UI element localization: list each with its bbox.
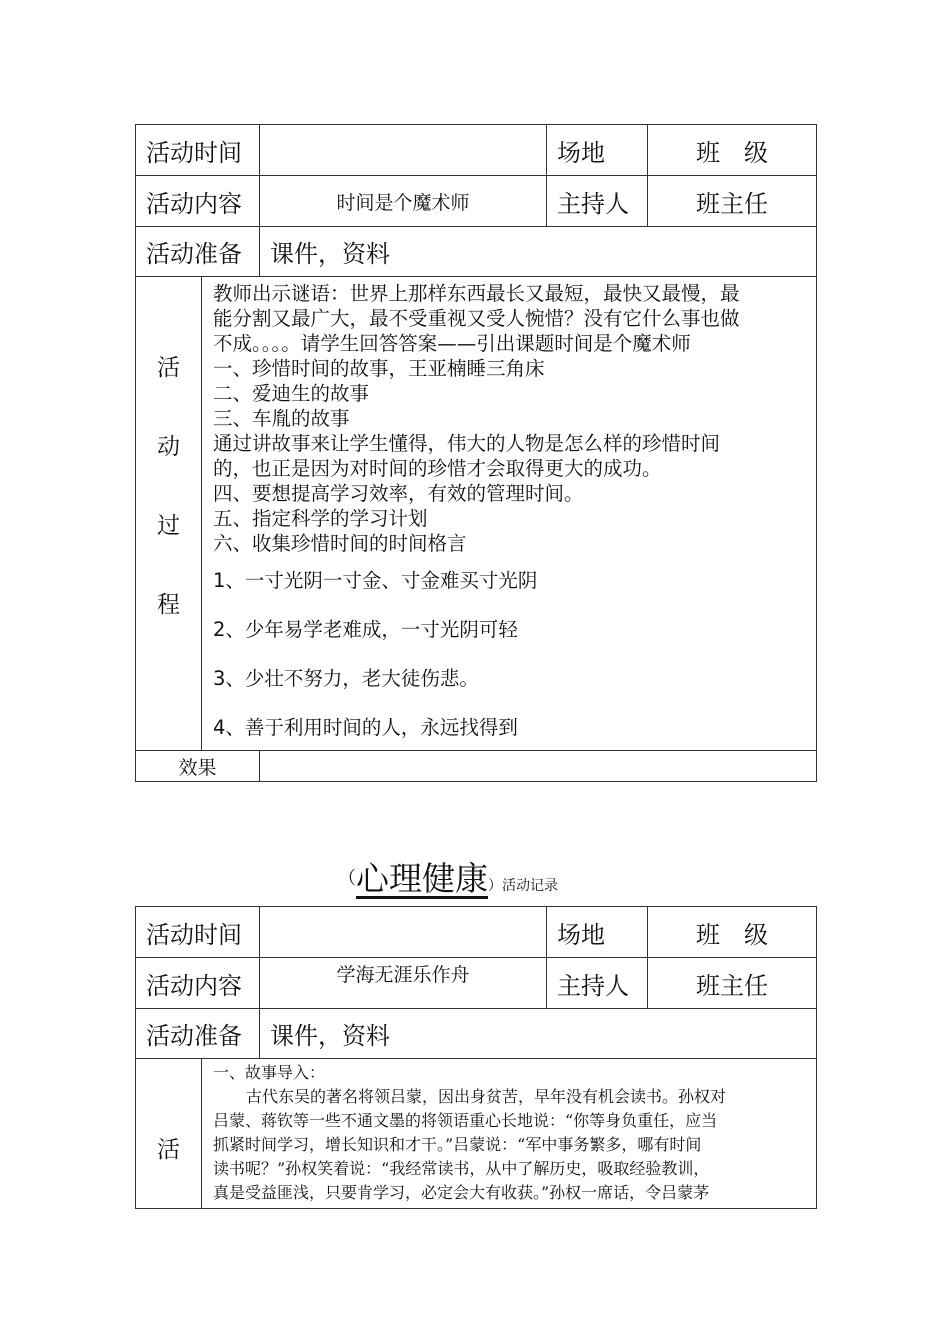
preparation-label: 活动准备 <box>136 1009 260 1059</box>
process-line: 四、要想提高学习效率，有效的管理时间。 <box>213 482 584 505</box>
preparation-value: 课件，资料 <box>260 227 817 277</box>
process-label-char: 程 <box>157 592 180 618</box>
heading-suffix: 活动记录 <box>502 878 558 894</box>
motto-item: 4、善于利用时间的人，永远找得到 <box>213 716 518 739</box>
content-label: 活动内容 <box>136 958 260 1009</box>
heading-open-paren: （ <box>338 868 356 889</box>
process-content <box>202 277 817 751</box>
venue-label: 场地 <box>547 907 648 958</box>
process-line: 能分割又最广大，最不受重视又受人惋惜？没有它什么事也做 <box>213 307 740 330</box>
story-line: 古代东吴的著名将领吕蒙，因出身贫苦，早年没有机会读书。孙权对 <box>246 1087 727 1106</box>
process-label-char: 过 <box>157 513 180 539</box>
story-line: 吕蒙、蒋钦等一些不通文墨的将领语重心长地说：“你等身负重任，应当 <box>213 1111 718 1130</box>
time-label: 活动时间 <box>136 125 260 176</box>
motto-item: 3、少壮不努力，老大徒伤悲。 <box>213 667 479 690</box>
process-label-char: 活 <box>157 1137 180 1163</box>
process-line: 六、收集珍惜时间的时间格言 <box>213 532 467 555</box>
heading-close-paren: ） <box>488 878 502 894</box>
process-line: 一、珍惜时间的故事，王亚楠睡三角床 <box>213 357 545 380</box>
time-label: 活动时间 <box>136 907 260 958</box>
story-line: 读书呢？”孙权笑着说：“我经常读书，从中了解历史，吸取经验教训， <box>213 1159 710 1178</box>
venue-label: 场地 <box>547 125 648 176</box>
motto-item: 1、一寸光阴一寸金、寸金难买寸光阴 <box>213 569 538 592</box>
process-line: 教师出示谜语：世界上那样东西最长又最短，最快又最慢，最 <box>213 282 740 305</box>
process-line: 三、车胤的故事 <box>213 407 350 430</box>
venue-value: 班 级 <box>648 125 817 176</box>
process-line: 的，也正是因为对时间的珍惜才会取得更大的成功。 <box>213 457 662 480</box>
host-value: 班主任 <box>648 176 817 227</box>
content-value: 时间是个魔术师 <box>260 176 547 227</box>
host-label: 主持人 <box>547 958 648 1009</box>
motto-item: 2、少年易学老难成，一寸光阴可轻 <box>213 618 518 641</box>
host-value: 班主任 <box>648 958 817 1009</box>
process-line: 二、爱迪生的故事 <box>213 382 370 405</box>
story-line: 抓紧时间学习，增长知识和才干。”吕蒙说：“军中事务繁多，哪有时间 <box>213 1135 702 1154</box>
heading-title: 心理健康 <box>356 859 488 898</box>
content-value: 学海无涯乐作舟 <box>260 958 547 1009</box>
story-line: 真是受益匪浅，只要肯学习，必定会大有收获。”孙权一席话，令吕蒙茅 <box>213 1183 710 1202</box>
process-label-char: 动 <box>157 434 180 460</box>
venue-value: 班 级 <box>648 907 817 958</box>
process-line: 通过讲故事来让学生懂得，伟大的人物是怎么样的珍惜时间 <box>213 432 721 455</box>
content-label: 活动内容 <box>136 176 260 227</box>
process-line: 五、指定科学的学习计划 <box>213 507 428 530</box>
process-label-char: 活 <box>157 355 180 381</box>
process-line: 不成。。。。请学生回答答案——引出课题时间是个魔术师 <box>213 332 691 355</box>
effect-label: 效果 <box>136 751 260 782</box>
preparation-label: 活动准备 <box>136 227 260 277</box>
effect-value <box>260 751 817 782</box>
host-label: 主持人 <box>547 176 648 227</box>
time-value <box>260 907 547 958</box>
process-label <box>136 277 202 751</box>
story-title: 一、故事导入： <box>213 1063 326 1082</box>
process-label <box>136 1059 202 1209</box>
preparation-value: 课件，资料 <box>260 1009 817 1059</box>
time-value <box>260 125 547 176</box>
activity-record-table-1 <box>135 124 817 782</box>
activity-record-table-2 <box>135 906 817 1209</box>
story-content <box>202 1059 817 1209</box>
section-heading <box>338 853 558 900</box>
